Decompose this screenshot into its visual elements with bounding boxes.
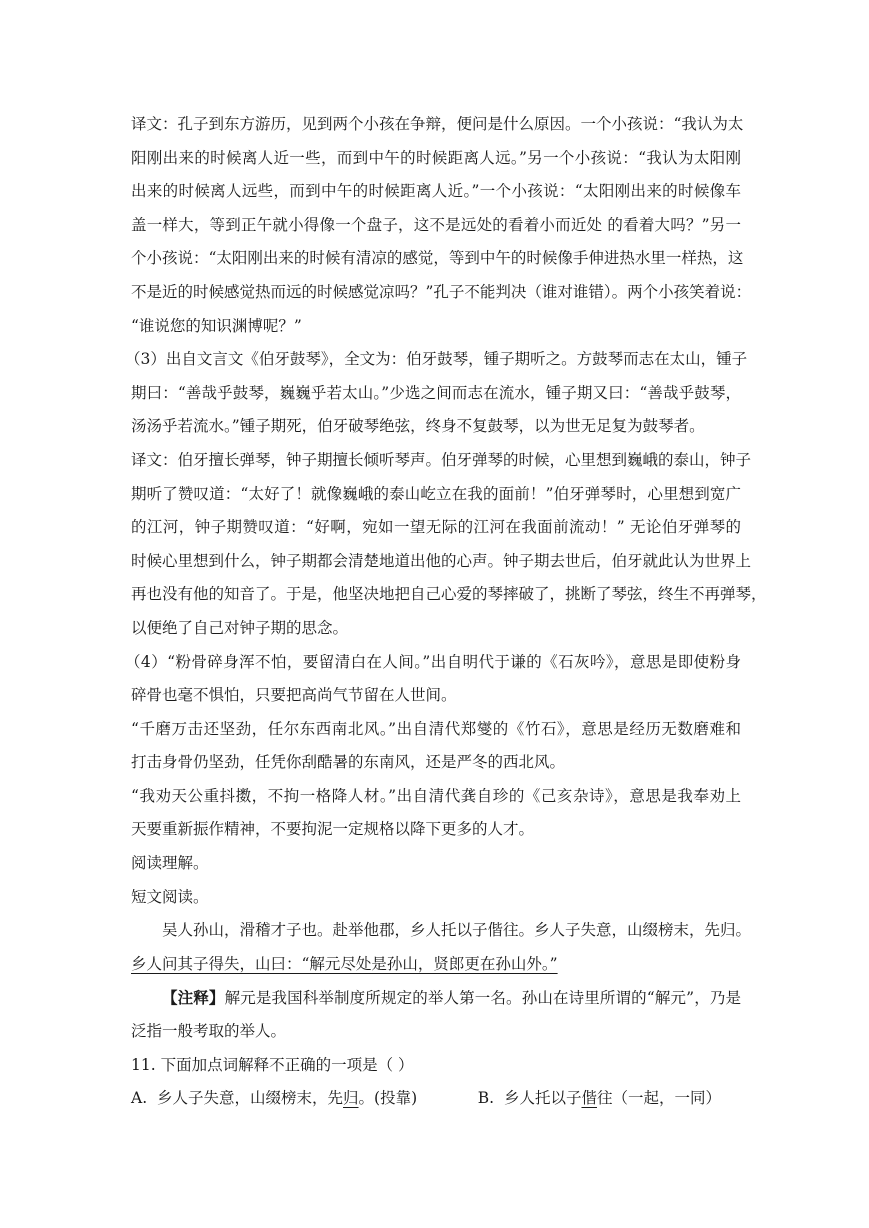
text-line: “谁说您的知识渊博呢？” — [131, 316, 302, 335]
text-line: （4）“粉骨碎身浑不怕，要留清白在人间。”出自明代于谦的《石灰吟》，意思是即使粉身 — [125, 652, 741, 671]
poem-2-paragraph — [131, 713, 741, 780]
note-line: 泛指一般考取的举人。 — [131, 1022, 287, 1041]
poem-3-paragraph — [131, 780, 741, 847]
option-a — [131, 1082, 417, 1116]
note-line — [131, 981, 741, 1015]
subsection-title: 短文阅读。 — [131, 887, 209, 906]
text-line: “千磨万击还坚劲，任尔东西南北风。”出自清代郑燮的《竹石》，意思是经历无数磨难和 — [131, 719, 741, 738]
text-line: 汤汤乎若流水。”锺子期死，伯牙破琴绝弦，终身不复鼓琴，以为世无足复为鼓琴者。 — [131, 417, 705, 436]
annotation-note — [131, 981, 741, 1048]
option-a-after: 。(投靠) — [358, 1089, 418, 1108]
text-line: 的江河，钟子期赞叹道：“好啊，宛如一望无际的江河在我面前流动！” 无论伯牙弹琴的 — [131, 518, 741, 537]
item-3-paragraph — [125, 343, 748, 444]
option-b-after: 往（一起，一同） — [596, 1089, 721, 1108]
question-text: 下面加点词解释不正确的一项是（ ） — [160, 1055, 414, 1074]
note-label: 【注释】 — [162, 988, 225, 1008]
text-line: 出来的时候离人远些，而到中午的时候距离人近。”一个小孩说：“太阳刚出来的时候像车 — [131, 182, 741, 201]
question-stem — [131, 1049, 741, 1083]
text-line: 期听了赞叹道：“太好了！就像巍峨的泰山屹立在我的面前！”伯牙弹琴时，心里想到宽广 — [131, 484, 741, 503]
option-a-letter: A. — [131, 1089, 148, 1108]
text-line: 期曰：“善哉乎鼓琴，巍巍乎若太山。”少选之间而志在流水，锺子期又曰：“善哉乎鼓琴， — [131, 383, 741, 402]
underlined-sentence: 乡人问其子得失，山曰：“解元尽处是孙山，贤郎更在孙山外。” — [131, 954, 558, 973]
text-line: 天要重新振作精神，不要拘泥一定规格以降下更多的人才。 — [131, 820, 535, 839]
text-line: 再也没有他的知音了。于是，他坚决地把自己心爱的琴摔破了，挑断了琴弦，终生不再弹琴， — [131, 585, 767, 604]
text-line: “我劝天公重抖擞，不拘一格降人材。”出自清代龚自珍的《己亥杂诗》，意思是我奉劝上 — [131, 786, 741, 805]
text-line: 阳刚出来的时候离人近一些，而到中午的时候距离人远。”另一个小孩说：“我认为太阳刚 — [131, 148, 741, 167]
translation-paragraph-2 — [131, 444, 767, 646]
question-11 — [131, 1049, 741, 1116]
text-line: 碎骨也毫不惧怕，只要把高尚气节留在人世间。 — [131, 686, 457, 705]
text-line: 盖一样大，等到正午就小得像一个盘子，这不是远处的看着小而近处 的看着大吗？”另一 — [131, 215, 741, 234]
option-b-marked-word: 偕 — [581, 1089, 597, 1108]
document-body — [125, 108, 767, 1116]
translation-paragraph-1 — [131, 108, 752, 343]
text-line: 个小孩说：“太阳刚出来的时候有清凉的感觉，等到中午的时候像手伸进热水里一样热，这 — [131, 249, 744, 268]
question-options — [131, 1082, 721, 1116]
option-b-letter: B. — [477, 1089, 495, 1108]
text-line: 译文：伯牙擅长弹琴，钟子期擅长倾听琴声。伯牙弹琴的时候，心里想到巍峨的泰山，钟子 — [131, 450, 752, 469]
passage-underlined-line — [131, 948, 741, 982]
passage-line: 吴人孙山，滑稽才子也。赴举他郡，乡人托以子偕往。乡人子失意，山缀榜末，先归。 — [162, 921, 752, 940]
text-line: 译文：孔子到东方游历，见到两个小孩在争辩，便问是什么原因。一个小孩说：“我认为太 — [131, 115, 744, 133]
section-title: 阅读理解。 — [131, 854, 209, 873]
text-line: 打击身骨仍坚劲，任凭你刮酷暑的东南风，还是严冬的西北风。 — [131, 753, 566, 772]
item-4-paragraph — [125, 646, 741, 713]
text-line: 以便绝了自己对钟子期的思念。 — [131, 618, 349, 637]
option-b-before: 乡人托以子 — [503, 1089, 582, 1108]
text-line: 时候心里想到什么，钟子期都会清楚地道出他的心声。钟子期去世后，伯牙就此认为世界上 — [131, 551, 752, 570]
text-line: 不是近的时候感觉热而远的时候感觉凉吗？”孔子不能判决（谁对谁错）。两个小孩笑着说： — [131, 282, 752, 301]
option-a-before: 乡人子失意，山缀榜末，先 — [156, 1089, 343, 1108]
text-line: （3）出自文言文《伯牙鼓琴》，全文为：伯牙鼓琴，锺子期听之。方鼓琴而志在太山，锺子 — [125, 350, 748, 369]
question-number: 11. — [131, 1055, 156, 1074]
option-b — [478, 1082, 721, 1116]
passage — [131, 914, 752, 981]
option-a-marked-word: 归 — [343, 1089, 359, 1108]
note-text: 解元是我国科举制度所规定的举人第一名。孙山在诗里所谓的“解元”，乃是 — [224, 989, 741, 1008]
